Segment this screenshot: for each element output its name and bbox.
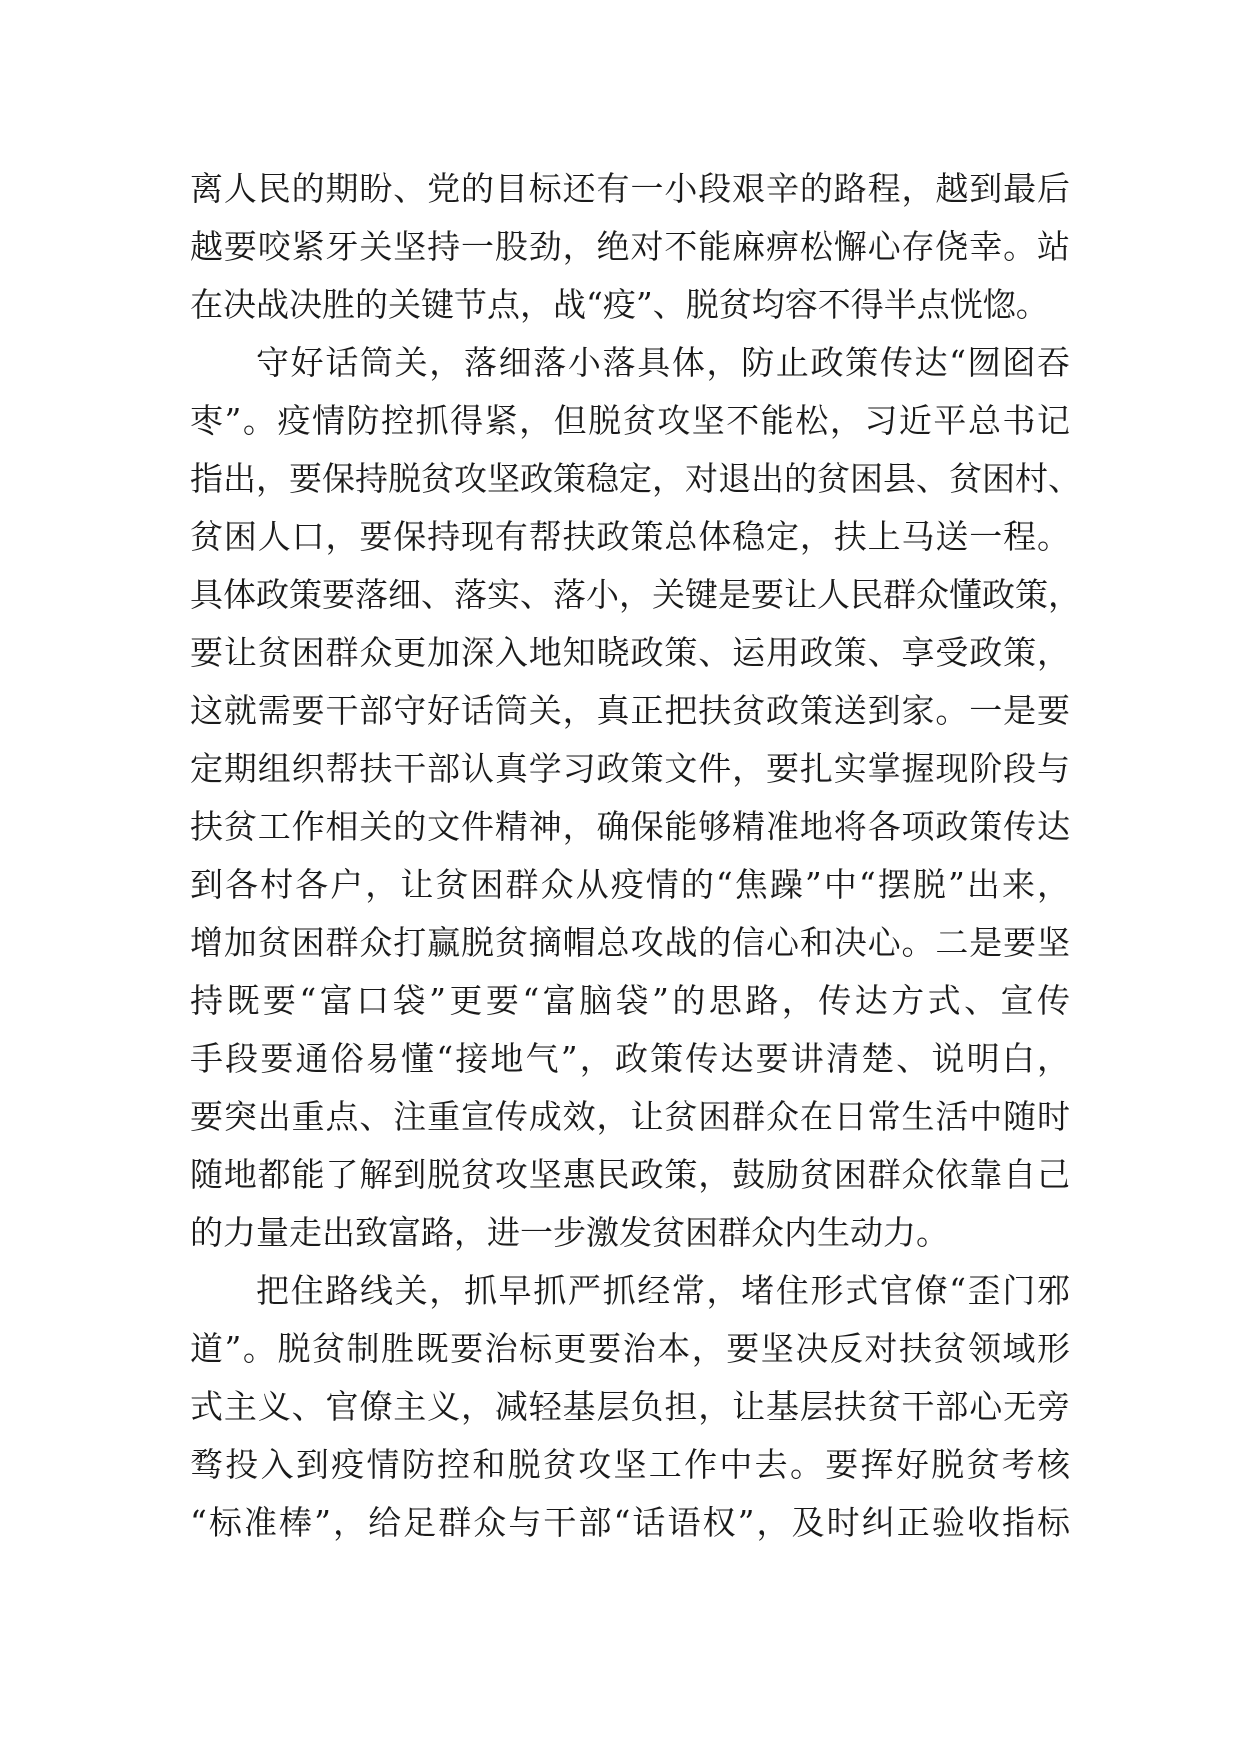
text-line: 指出，要保持脱贫攻坚政策稳定，对退出的贫困县、贫困村、 xyxy=(190,459,1081,498)
text-line: 这就需要干部守好话筒关，真正把扶贫政策送到家。一是要 xyxy=(190,691,1070,730)
text-line: 在决战决胜的关键节点，战“疫”、脱贫均容不得半点恍惚。 xyxy=(190,285,1049,324)
text-line: 手段要通俗易懂“接地气”，政策传达要讲清楚、说明白， xyxy=(190,1039,1070,1078)
text-line: “标准棒”，给足群众与干部“话语权”，及时纠正验收指标 xyxy=(190,1503,1070,1542)
text-line: 骛投入到疫情防控和脱贫攻坚工作中去。要挥好脱贫考核 xyxy=(190,1445,1070,1484)
paragraph-start-line: 把住路线关，抓早抓严抓经常，堵住形式官僚“歪门邪 xyxy=(256,1271,1070,1310)
text-line: 增加贫困群众打赢脱贫摘帽总攻战的信心和决心。二是要坚 xyxy=(190,923,1070,962)
text-line: 式主义、官僚主义，减轻基层负担，让基层扶贫干部心无旁 xyxy=(190,1387,1070,1426)
text-line: 枣”。疫情防控抓得紧，但脱贫攻坚不能松，习近平总书记 xyxy=(190,401,1070,440)
document-body xyxy=(190,160,1081,1552)
paragraph-start-line: 守好话筒关，落细落小落具体，防止政策传达“囫囵吞 xyxy=(256,343,1070,382)
text-line: 贫困人口，要保持现有帮扶政策总体稳定，扶上马送一程。 xyxy=(190,517,1070,556)
text-line: 到各村各户，让贫困群众从疫情的“焦躁”中“摆脱”出来， xyxy=(190,865,1070,904)
text-line: 定期组织帮扶干部认真学习政策文件，要扎实掌握现阶段与 xyxy=(190,749,1070,788)
text-line: 具体政策要落细、落实、落小，关键是要让人民群众懂政策， xyxy=(190,575,1081,614)
text-line: 要突出重点、注重宣传成效，让贫困群众在日常生活中随时 xyxy=(190,1097,1070,1136)
text-line: 的力量走出致富路，进一步激发贫困群众内生动力。 xyxy=(190,1213,949,1252)
text-line: 扶贫工作相关的文件精神，确保能够精准地将各项政策传达 xyxy=(190,807,1070,846)
text-line: 越要咬紧牙关坚持一股劲，绝对不能麻痹松懈心存侥幸。站 xyxy=(190,227,1070,266)
text-line: 持既要“富口袋”更要“富脑袋”的思路，传达方式、宣传 xyxy=(190,981,1070,1020)
text-line: 道”。脱贫制胜既要治标更要治本，要坚决反对扶贫领域形 xyxy=(190,1329,1070,1368)
text-line: 离人民的期盼、党的目标还有一小段艰辛的路程，越到最后 xyxy=(190,169,1070,208)
text-line: 随地都能了解到脱贫攻坚惠民政策，鼓励贫困群众依靠自己 xyxy=(190,1155,1070,1194)
text-line: 要让贫困群众更加深入地知晓政策、运用政策、享受政策， xyxy=(190,633,1070,672)
